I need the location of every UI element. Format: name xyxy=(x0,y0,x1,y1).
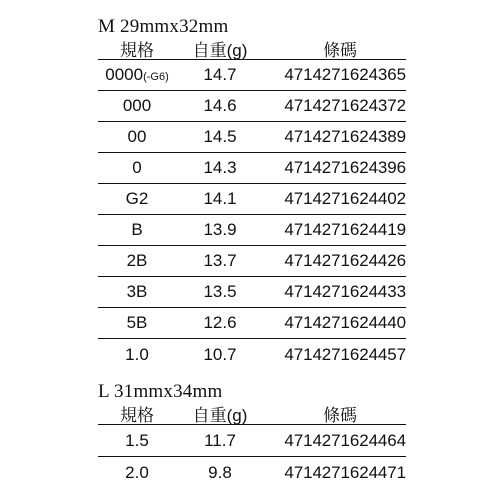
size-value: 1.0 xyxy=(125,344,149,364)
size-value: 0 xyxy=(132,158,142,177)
barcode-cell: 4714271624419 xyxy=(284,220,406,239)
size-cell xyxy=(98,65,176,85)
size-cell xyxy=(98,431,176,451)
table-row xyxy=(98,153,406,184)
size-cell xyxy=(98,282,176,302)
weight-cell: 14.3 xyxy=(203,158,237,177)
header-weight: 自重(g) xyxy=(192,406,248,425)
size-value: G2 xyxy=(125,189,149,208)
header-barcode: 條碼 xyxy=(323,41,357,60)
size-cell xyxy=(98,127,176,147)
size-cell xyxy=(98,463,176,483)
table-body-m xyxy=(98,60,406,370)
header-size: 規格 xyxy=(120,41,154,60)
table-row xyxy=(98,339,406,370)
weight-cell: 13.9 xyxy=(203,220,237,239)
table-header-m xyxy=(98,38,406,60)
size-value: 2.0 xyxy=(125,463,149,482)
header-size: 規格 xyxy=(120,406,154,425)
table-row xyxy=(98,91,406,122)
barcode-cell: 4714271624471 xyxy=(284,463,406,482)
table-row xyxy=(98,122,406,153)
size-value: 5B xyxy=(126,313,148,332)
size-value: 3B xyxy=(126,282,148,301)
weight-cell: 13.5 xyxy=(203,282,237,301)
section-title-l: L 31mmx34mm xyxy=(98,381,223,402)
weight-cell: 10.7 xyxy=(203,344,237,364)
size-cell xyxy=(98,345,176,365)
table-row xyxy=(98,457,406,489)
weight-cell: 14.6 xyxy=(203,96,237,115)
size-value: 000 xyxy=(122,96,152,115)
weight-cell: 14.7 xyxy=(203,65,237,84)
size-note: (-G6) xyxy=(143,71,169,83)
size-cell xyxy=(98,313,176,333)
barcode-cell: 4714271624440 xyxy=(284,313,406,332)
weight-cell: 14.1 xyxy=(203,189,237,208)
table-row xyxy=(98,246,406,277)
table-row xyxy=(98,277,406,308)
size-value: 2B xyxy=(126,251,148,270)
barcode-cell: 4714271624396 xyxy=(284,158,406,177)
header-weight: 自重(g) xyxy=(192,41,248,60)
weight-cell: 13.7 xyxy=(203,251,237,270)
size-value: B xyxy=(131,220,143,239)
section-l xyxy=(98,381,406,489)
table-row xyxy=(98,60,406,91)
size-cell xyxy=(98,96,176,116)
barcode-cell: 4714271624389 xyxy=(284,127,406,146)
size-value: 00 xyxy=(127,127,147,146)
weight-cell: 12.6 xyxy=(203,313,237,332)
size-cell xyxy=(98,158,176,178)
size-value: 0000 xyxy=(105,65,144,84)
table-row xyxy=(98,184,406,215)
table-row xyxy=(98,425,406,457)
header-barcode: 條碼 xyxy=(323,406,357,425)
table-row xyxy=(98,308,406,339)
weight-cell: 9.8 xyxy=(208,463,232,482)
barcode-cell: 4714271624402 xyxy=(284,189,406,208)
size-cell xyxy=(98,189,176,209)
size-cell xyxy=(98,251,176,271)
size-cell xyxy=(98,220,176,240)
table-header-l xyxy=(98,403,406,425)
barcode-cell: 4714271624433 xyxy=(284,282,406,301)
weight-cell: 11.7 xyxy=(204,430,236,450)
barcode-cell: 4714271624365 xyxy=(284,65,406,84)
barcode-cell: 4714271624457 xyxy=(284,344,406,364)
barcode-cell: 4714271624372 xyxy=(284,96,406,115)
weight-cell: 14.5 xyxy=(203,127,237,146)
section-title-m: M 29mmx32mm xyxy=(98,16,229,37)
table-body-l xyxy=(98,425,406,489)
table-row xyxy=(98,215,406,246)
size-value: 1.5 xyxy=(125,430,149,450)
barcode-cell: 4714271624426 xyxy=(284,251,406,270)
barcode-cell: 4714271624464 xyxy=(284,430,406,450)
section-m xyxy=(98,16,406,370)
